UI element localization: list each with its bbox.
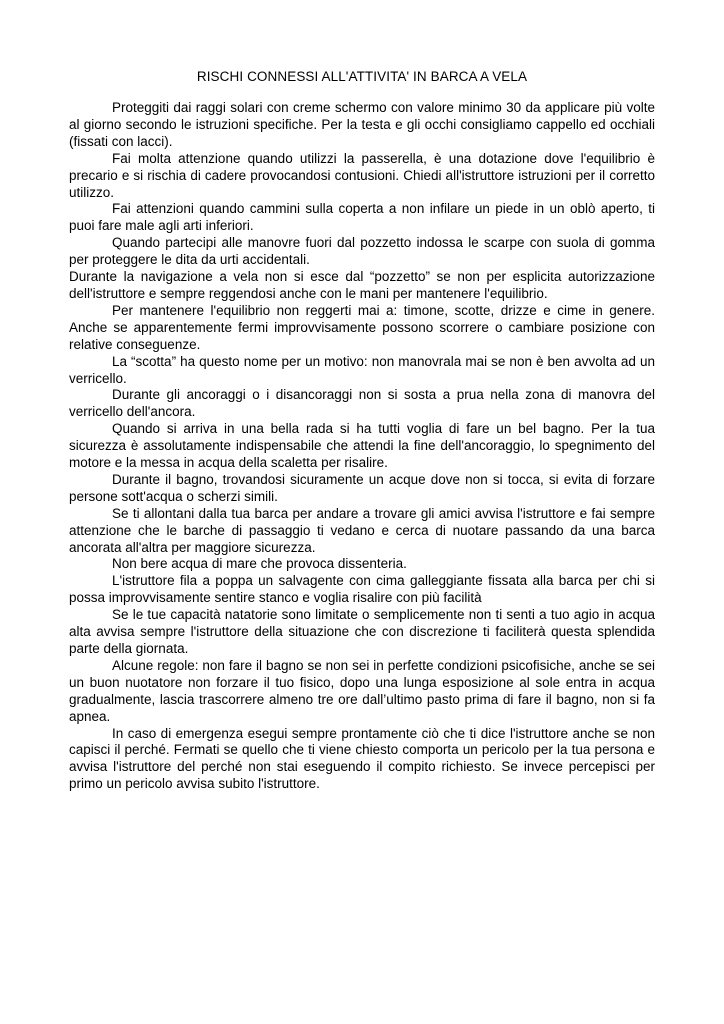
paragraph: Durante la navigazione a vela non si esce dal “pozzetto” se non per esplicita autorizzazione dell'istruttore e sempre reggendosi anche con le mani per mantenere l'equilibrio.: [69, 269, 655, 301]
paragraph: In caso di emergenza esegui sempre prontamente ciò che ti dice l'istruttore anche se non capisci il perché. Fermati se quello che ti viene chiesto comporta un pericolo per la tua persona e avvisa l'istruttore del perché non stai eseguendo il compito richiesto. Se invece percepisci per primo un pericolo avvisa subito l'istruttore.: [69, 725, 655, 792]
paragraph: Quando partecipi alle manovre fuori dal pozzetto indossa le scarpe con suola di gomma per proteggere le dita da urti accidentali.: [69, 235, 655, 268]
paragraph: Per mantenere l'equilibrio non reggerti mai a: timone, scotte, drizze e cime in genere. Anche se apparentemente fermi improvvisamente possono scorrere o cambiare posizione con relative conseguenze.: [69, 302, 655, 352]
paragraph: Fai molta attenzione quando utilizzi la passerella, è una dotazione dove l'equilibrio è precario e si rischia di cadere provocandosi contusioni. Chiedi all'istruttore istruzioni per il corretto utilizzo.: [69, 150, 655, 200]
paragraph: Durante gli ancoraggi o i disancoraggi non si sosta a prua nella zona di manovra del verricello dell'ancora.: [69, 387, 655, 420]
paragraph: Proteggiti dai raggi solari con creme schermo con valore minimo 30 da applicare più volte al giorno secondo le istruzioni specifiche. Per la testa e gli occhi consigliamo cappello ed occhiali (fissati con lacci).: [69, 100, 655, 149]
document-body: [69, 100, 655, 793]
paragraph: Alcune regole: non fare il bagno se non sei in perfette condizioni psicofisiche, anche se sei un buon nuotatore non forzare il tuo fisico, dopo una lunga esposizione al sole entra in acqua gradualmente, lascia trascorrere almeno tre ore dall’ultimo pasto prima di fare il bagno, non si fa apnea.: [69, 657, 655, 724]
paragraph: Fai attenzioni quando cammini sulla coperta a non infilare un piede in un oblò aperto, ti puoi fare male agli arti inferiori.: [69, 201, 655, 234]
paragraph: L'istruttore fila a poppa un salvagente con cima galleggiante fissata alla barca per chi si possa improvvisamente sentire stanco e voglia risalire con più facilità: [69, 573, 655, 606]
paragraph: Durante il bagno, trovandosi sicuramente un acque dove non si tocca, si evita di forzare persone sott'acqua o scherzi simili.: [69, 471, 655, 504]
paragraph: La “scotta” ha questo nome per un motivo: non manovrala mai se non è ben avvolta ad un verricello.: [69, 353, 655, 386]
paragraph: Se le tue capacità natatorie sono limitate o semplicemente non ti senti a tuo agio in acqua alta avvisa sempre l'istruttore della situazione che con discrezione ti faciliterà questa splendida parte della giornata.: [69, 607, 655, 656]
paragraph: Non bere acqua di mare che provoca dissenteria.: [112, 556, 407, 572]
paragraph: Quando si arriva in una bella rada si ha tutti voglia di fare un bel bagno. Per la tua sicurezza è assolutamente indispensabile che attendi la fine dell'ancoraggio, lo spegnimento del motore e la messa in acqua della scaletta per risalire.: [69, 421, 655, 471]
document-title: RISCHI CONNESSI ALL'ATTIVITA' IN BARCA A VELA: [196, 69, 528, 84]
paragraph: Se ti allontani dalla tua barca per andare a trovare gli amici avvisa l'istruttore e fai sempre attenzione che le barche di passaggio ti vedano e cerca di nuotare passando da una barca ancorata all'altra per maggiore sicurezza.: [69, 505, 655, 555]
